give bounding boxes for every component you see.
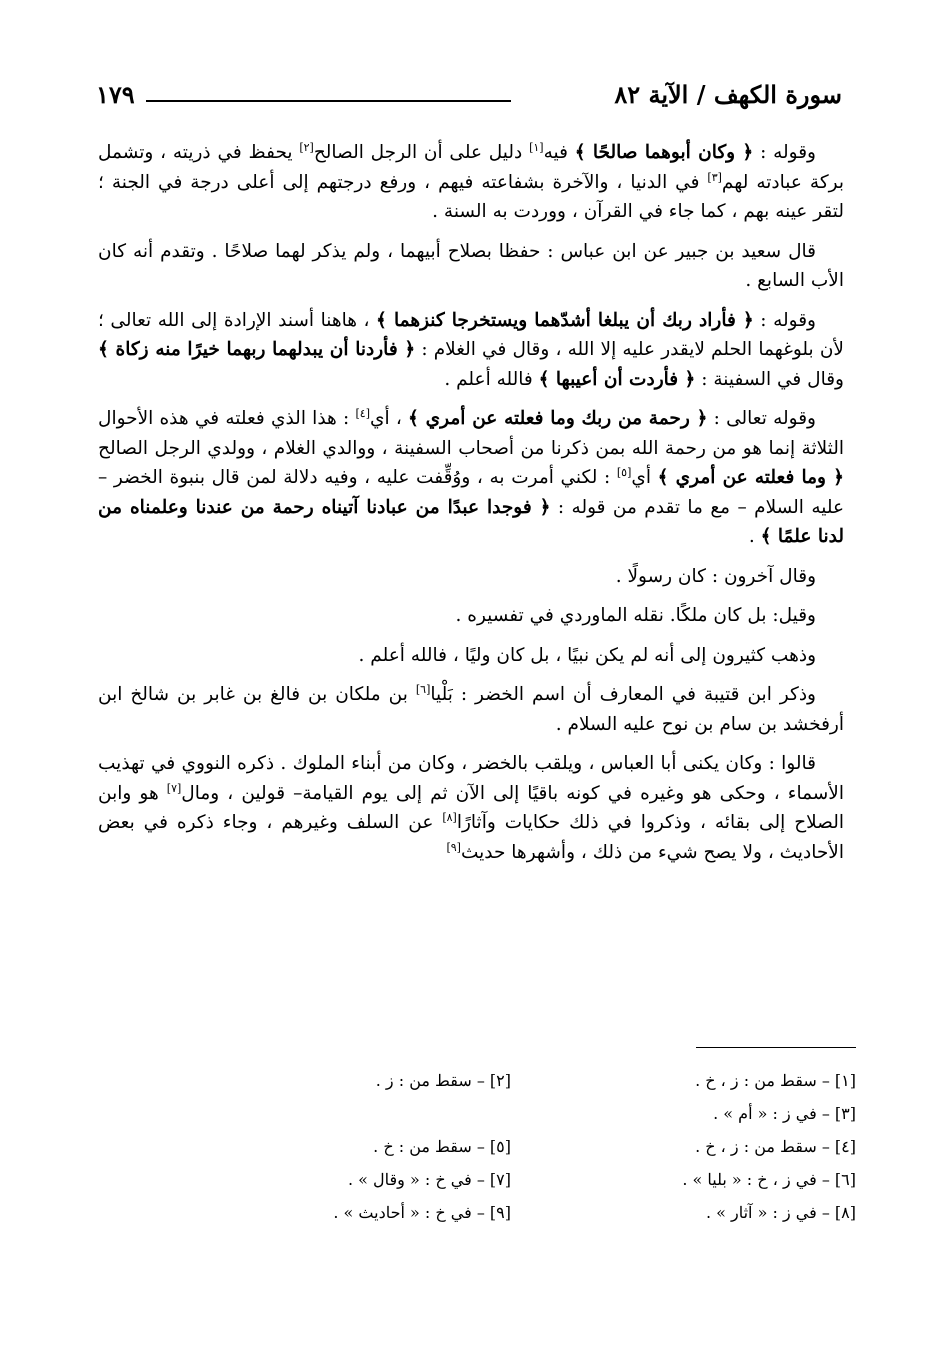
- quran-quote: ﴿ فأردت أن أعيبها ﴾: [538, 368, 696, 390]
- text-run: في الدنيا ، والآخرة بشفاعته فيهم ، ورفع درجتهم إلى أعلى درجة في الجنة ؛ لتقر عينه بهم ، كما جاء في القرآن ، ووردت به السنة .: [98, 171, 844, 222]
- text-run: وقوله :: [753, 142, 816, 163]
- footnote-ref[interactable]: [٧]: [166, 781, 182, 795]
- footnote-separator: [696, 1047, 856, 1048]
- quran-quote: ﴿ فأراد ربك أن يبلغا أشدّهما ويستخرجا كنزهما ﴾: [376, 309, 754, 331]
- footnote-item: [٨] – في ز : « آثار » .: [705, 1203, 856, 1222]
- running-title: سورة الكهف / الآية ٨٢: [614, 80, 842, 109]
- paragraph-8: [98, 680, 844, 739]
- paragraph-7: [98, 641, 844, 671]
- quran-quote: ﴿ وكان أبوهما صالحًا ﴾: [574, 142, 754, 163]
- page-number: ١٧٩: [96, 80, 135, 109]
- footnote-row: [166, 1163, 856, 1196]
- text-run: فيه: [543, 142, 575, 163]
- footnote-ref[interactable]: [٦]: [415, 682, 431, 696]
- footnote-ref[interactable]: [٨]: [442, 810, 457, 824]
- header-rule: [146, 100, 511, 102]
- text-run: وذكر ابن قتيبة في المعارف أن اسم الخضر : بَلْيا: [430, 684, 816, 705]
- footnote-row: [166, 1064, 856, 1097]
- text-run: ، أي: [370, 408, 409, 429]
- text-run: وقيل: بل كان ملكًا. نقله الماوردي في تفسيره .: [455, 605, 816, 626]
- footnote-row: [166, 1196, 856, 1229]
- main-text: [98, 138, 844, 877]
- footnote-ref[interactable]: [٩]: [446, 840, 461, 854]
- text-run: : هذا الذي فعلته في هذه الأحوال الثلاثة إنما هو من رحمة الله بمن ذكرنا من أصحاب السفينة ، ووالدي الغلام ، وولدي الرجل الصالح: [98, 408, 844, 459]
- text-run: أي: [631, 467, 658, 488]
- text-run: عن السلف وغيرهم ، وجاء ذكره في بعض الأحاديث ، ولا يصح شيء من ذلك ، وأشهرها حديث: [98, 812, 844, 863]
- quran-quote: ﴿ وما فعلته عن أمري ﴾: [657, 467, 844, 488]
- footnote-item: [٤] – سقط من : ز ، خ .: [695, 1137, 856, 1156]
- paragraph-6: [98, 601, 844, 631]
- footnote-row: [166, 1130, 856, 1163]
- footnote-row: [166, 1097, 856, 1130]
- text-run: قالوا : وكان يكنى أبا العباس ، ويلقب بالخضر ، وكان من أبناء الملوك . ذكره النووي في تهذيب الأسماء ، وحكى هو وغيره في كونه باقيًا إلى الآن ثم إلى يوم القيامة– قولين ، ومال: [98, 753, 844, 804]
- footnote-item: [١] – سقط من : ز ، خ .: [695, 1071, 856, 1090]
- footnote-ref[interactable]: [٢]: [299, 140, 314, 154]
- footnote-ref[interactable]: [٥]: [616, 465, 632, 479]
- paragraph-5: [98, 562, 844, 592]
- text-run: بن ملكان بن فالغ بن غابر بن شالخ ابن أرفخشد بن سام بن نوح عليه السلام .: [98, 684, 844, 735]
- footnote-item: [٦] – في ز ، خ : « بليا » .: [682, 1170, 856, 1189]
- text-run: وقال في السفينة :: [695, 368, 844, 390]
- text-run: .: [748, 526, 761, 547]
- quran-quote: ﴿ رحمة من ربك وما فعلته عن أمري ﴾: [408, 408, 708, 429]
- text-run: وقوله تعالى :: [707, 408, 816, 429]
- footnotes: [166, 1064, 856, 1229]
- quran-quote: ﴿ فأردنا أن يبدلهما ربهما خيرًا منه زكاة ﴾: [98, 339, 416, 360]
- text-run: وذهب كثيرون إلى أنه لم يكن نبيًا ، بل كان وليًا ، فالله أعلم .: [358, 644, 816, 666]
- quran-quote: ﴿ فوجدا عبدًا من عبادنا آتيناه رحمة من عندنا وعلمناه من لدنا علمًا ﴾: [98, 496, 844, 547]
- footnote-item: [٢] – سقط من : ز .: [375, 1071, 511, 1090]
- footnote-item: [٧] – في خ : « وقال » .: [347, 1170, 511, 1189]
- text-run: فالله أعلم .: [444, 368, 539, 390]
- footnote-item: [166, 1097, 511, 1130]
- footnote-ref[interactable]: [٣]: [707, 170, 722, 184]
- text-run: يحفظ في ذريته ، وتشمل بركة عبادته لهم: [98, 142, 844, 193]
- footnote-item: [٣] – في ز : « أم » .: [713, 1104, 856, 1123]
- text-run: : لكني أمرت به ، ووُقِّفت عليه ، وفيه دلالة لمن قال بنبوة الخضر – عليه السلام – مع ما تقدم من قوله :: [98, 467, 844, 518]
- text-run: وقال آخرون : كان رسولًا .: [615, 565, 816, 587]
- footnote-ref[interactable]: [١]: [529, 140, 544, 154]
- footnote-item: [٩] – في خ : « أحاديث » .: [333, 1203, 511, 1222]
- text-run: هو وابن الصلاح إلى بقائه ، وذكروا في ذلك حكايات وآثارًا: [98, 782, 844, 833]
- paragraph-3: [98, 306, 844, 395]
- footnote-ref[interactable]: [٤]: [355, 406, 370, 420]
- text-run: قال سعيد بن جبير عن ابن عباس : حفظا بصلاح أبيهما ، ولم يذكر لهما صلاحًا . وتقدم أنه كان الأب السابع .: [98, 240, 844, 291]
- paragraph-2: [98, 237, 844, 296]
- text-run: دليل على أن الرجل الصالح: [313, 142, 530, 163]
- page-header: [96, 80, 842, 120]
- paragraph-4: [98, 404, 844, 552]
- text-run: وقوله :: [753, 309, 816, 331]
- paragraph-9: [98, 749, 844, 867]
- paragraph-1: [98, 138, 844, 227]
- text-run: ، هاهنا أسند الإرادة إلى الله تعالى ؛ لأن بلوغهما الحلم لايقدر عليه إلا الله ، وقال في الغلام :: [98, 309, 844, 360]
- footnote-item: [٥] – سقط من : خ .: [373, 1137, 511, 1156]
